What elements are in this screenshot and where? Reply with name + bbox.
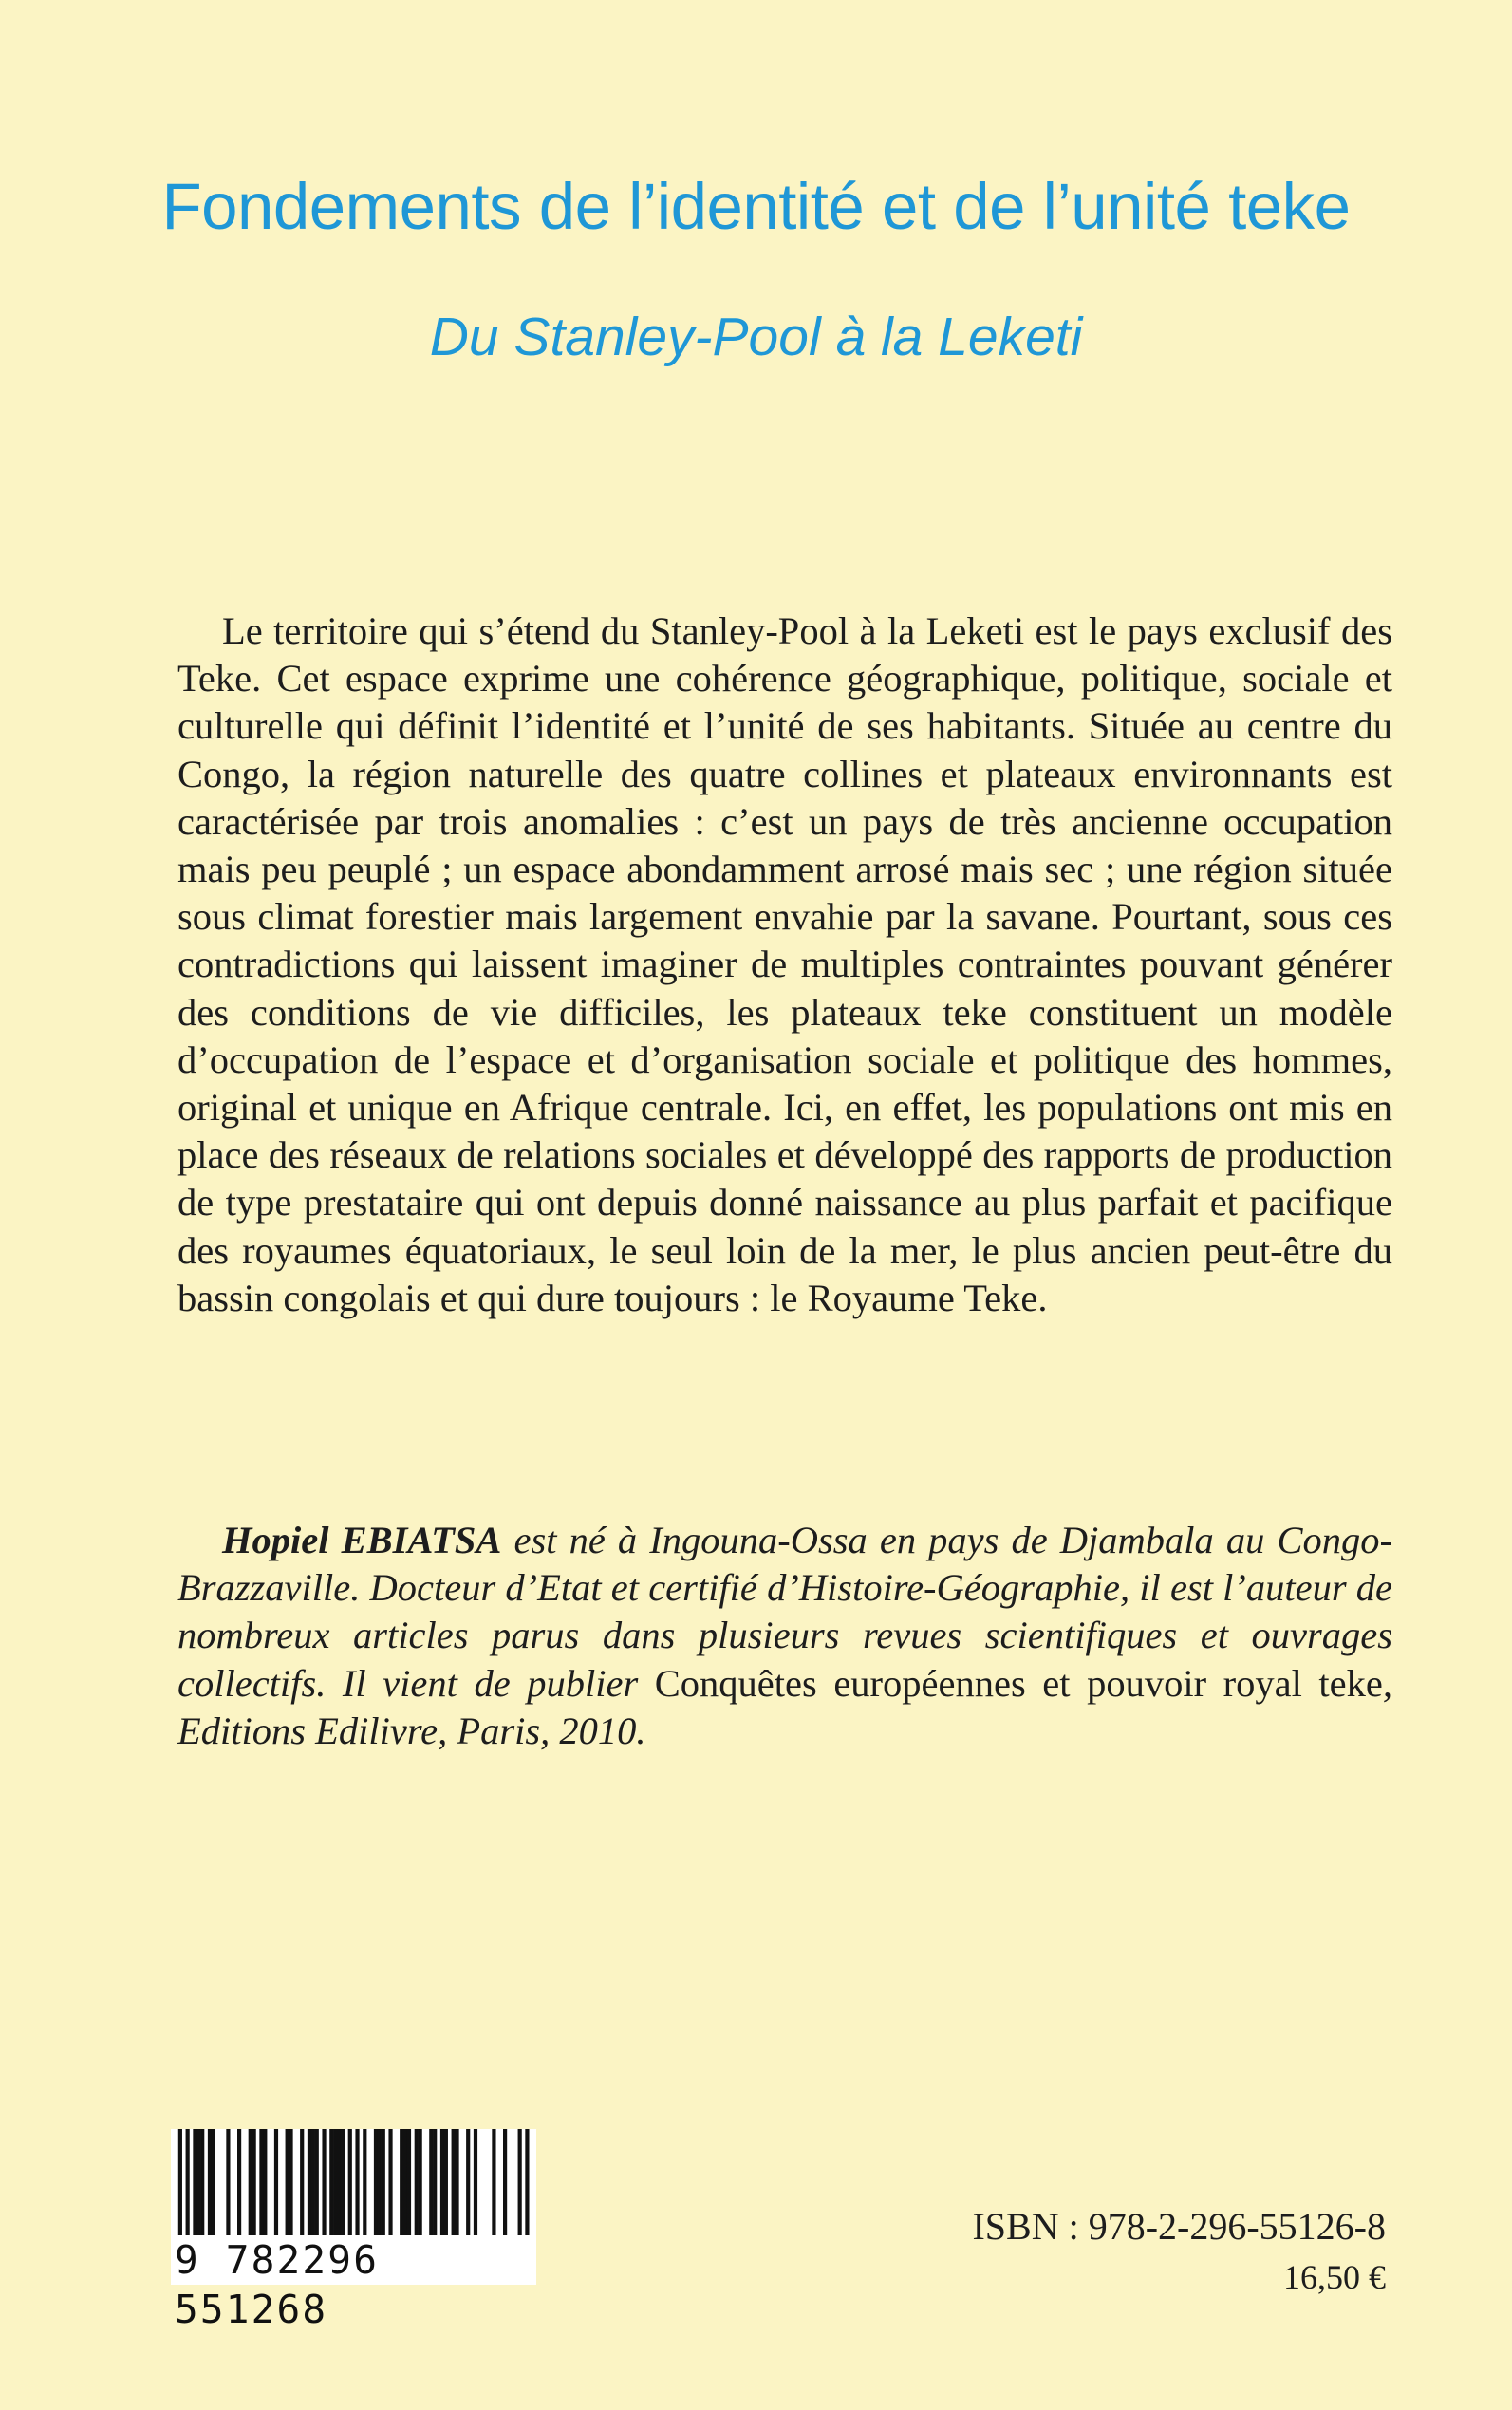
barcode-bar [178, 2129, 182, 2237]
barcode-bar [400, 2129, 403, 2237]
barcode-bar [355, 2129, 359, 2237]
barcode-bar [503, 2129, 507, 2237]
barcode-bar [196, 2129, 200, 2237]
barcode-bar [363, 2129, 366, 2237]
barcode-bar [252, 2129, 256, 2237]
author-bio [177, 1517, 1392, 1755]
barcode-bar [259, 2129, 263, 2237]
barcode-bar [374, 2129, 378, 2237]
barcode-bar [525, 2129, 529, 2237]
barcode-bar [286, 2129, 289, 2237]
barcode-bar [419, 2129, 422, 2237]
barcode-digits: 9 782296 551268 [171, 2235, 536, 2285]
barcode-bar [455, 2129, 458, 2237]
barcode-bar [492, 2129, 495, 2237]
barcode-bar [466, 2129, 470, 2237]
price: 16,50 € [1283, 2258, 1386, 2296]
barcode-bar [274, 2129, 278, 2237]
barcode-bar [518, 2129, 522, 2237]
barcode-bar [452, 2129, 456, 2237]
barcode-bar [429, 2129, 433, 2237]
author-bio-publisher: , Editions Edilivre, Paris, 2010. [177, 1661, 1392, 1752]
barcode-bar [226, 2129, 230, 2237]
barcode-bar [249, 2129, 252, 2237]
barcode-bar [444, 2129, 448, 2237]
barcode [171, 2129, 536, 2237]
barcode-bar [388, 2129, 392, 2237]
barcode-bar [415, 2129, 419, 2237]
barcode-bar [407, 2129, 411, 2237]
barcode-bar [403, 2129, 407, 2237]
author-name: Hopiel EBIATSA [222, 1519, 502, 1561]
previous-book-title: Conquêtes européennes et pouvoir royal teke [654, 1661, 1383, 1705]
barcode-bar [212, 2129, 215, 2237]
barcode-bar [382, 2129, 385, 2237]
barcode-bar [440, 2129, 444, 2237]
author-bio-text: est né à Ingouna-Ossa en pays de Djambala au Congo-Brazzaville. Docteur d’Etat et certifié d’Histoire-Géographie, il est l’auteur de nombreux articles parus dans plusieurs revues scientifiques et ouvrages collectifs. Il vient de publier [177, 1519, 1392, 1705]
barcode-bar [329, 2129, 333, 2237]
barcode-bar [348, 2129, 352, 2237]
barcode-bar [337, 2129, 341, 2237]
barcode-bar [289, 2129, 292, 2237]
barcode-bar [186, 2129, 190, 2237]
barcode-bar [311, 2129, 315, 2237]
barcode-bar [341, 2129, 345, 2237]
summary-paragraph: Le territoire qui s’étend du Stanley-Pool à la Leketi est le pays exclusif des Teke. Cet espace exprime une cohérence géographique, politique, sociale et culturelle qui définit l’identité et l’unité de ses habitants. Située au centre du Congo, la région naturelle des quatre collines et plateaux environnants est caractérisée par trois anomalies : c’est un pays de très ancienne occupation mais peu peuplé ; un espace abondamment arrosé mais sec ; une région située sous climat forestier mais largement envahie par la savane. Pourtant, sous ces contradictions qui laissent imaginer de multiples contraintes pouvant générer des conditions de vie difficiles, les plateaux teke constituent un modèle d’occupation de l’espace et d’organisation sociale et politique des hommes, original et unique en Afrique centrale. Ici, en effet, les populations ont mis en place des réseaux de relations sociales et développé des rapports de production de type prestataire qui ont depuis donné naissance au plus parfait et pacifique des royaumes équatoriaux, le seul loin de la mer, le plus ancien peut-être du bassin congolais et qui dure toujours : le Royaume Teke. [177, 609, 1392, 1319]
barcode-bar [315, 2129, 319, 2237]
barcode-bar [333, 2129, 337, 2237]
isbn: ISBN : 978-2-296-55126-8 [972, 2205, 1386, 2248]
barcode-bar [193, 2129, 196, 2237]
barcode-bar [237, 2129, 241, 2237]
barcode-bar [308, 2129, 311, 2237]
barcode-bar [300, 2129, 304, 2237]
barcode-bar [474, 2129, 477, 2237]
barcode-bar [200, 2129, 204, 2237]
barcode-bar [208, 2129, 212, 2237]
barcode-bar [322, 2129, 326, 2237]
barcode-bar [378, 2129, 382, 2237]
barcode-bar [263, 2129, 267, 2237]
book-title: Fondements de l’identité et de l’unité teke [161, 170, 1351, 243]
barcode-bar [433, 2129, 437, 2237]
book-subtitle: Du Stanley-Pool à la Leketi [429, 307, 1083, 367]
barcode-bars [171, 2129, 536, 2237]
